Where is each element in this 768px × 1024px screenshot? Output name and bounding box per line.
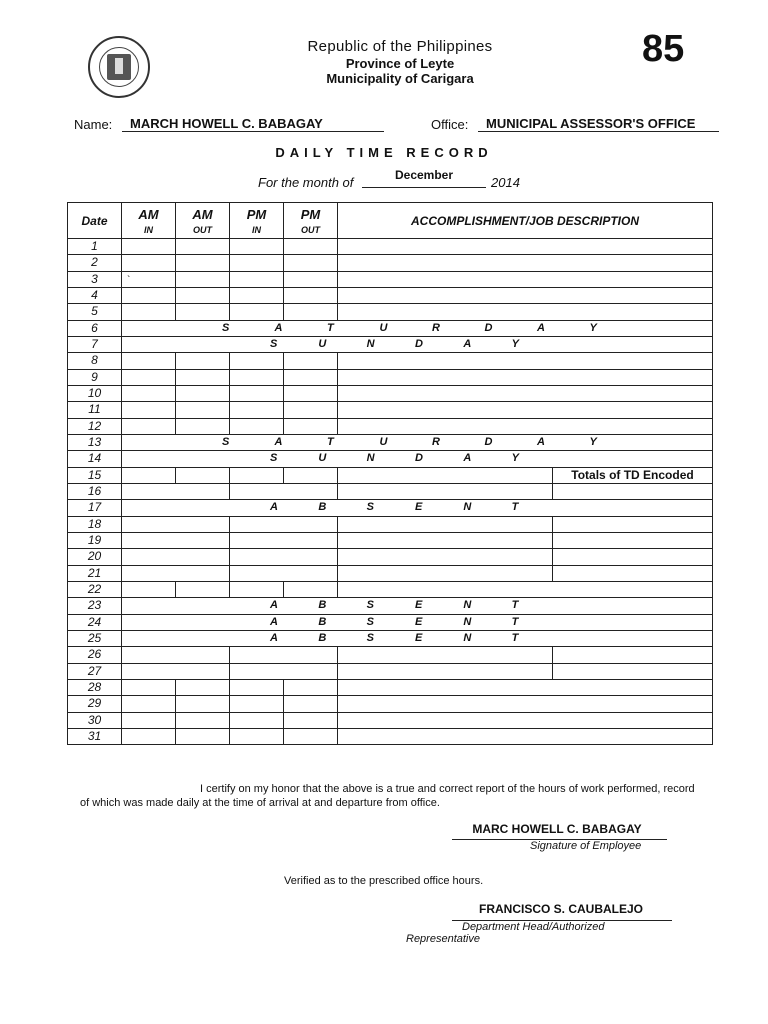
day-mark-letter: S (270, 338, 278, 351)
totals-cell (553, 532, 713, 548)
day-mark-letter: S (366, 632, 374, 645)
day-mark-letter: S (366, 501, 374, 514)
accomplishment-cell (338, 516, 553, 532)
row-date: 9 (68, 369, 122, 385)
pm-cell (230, 532, 338, 548)
employee-signature-caption: Signature of Employee (530, 840, 642, 852)
day-mark-letter: A (274, 321, 283, 334)
pm-cell (230, 663, 338, 679)
day-mark-letter: B (318, 501, 327, 514)
row-date: 19 (68, 532, 122, 548)
time-cell (230, 255, 284, 271)
am-cell (122, 483, 230, 499)
time-cell (122, 467, 176, 483)
table-row (68, 353, 713, 369)
table-row (68, 696, 713, 712)
row-date: 30 (68, 712, 122, 728)
time-cell (230, 239, 284, 255)
time-cell (176, 467, 230, 483)
totals-cell (553, 647, 713, 663)
pm-cell (230, 483, 338, 499)
time-cell (230, 679, 284, 695)
table-row (68, 271, 713, 287)
time-cell (122, 581, 176, 597)
table-row (68, 532, 713, 548)
table-row (68, 418, 713, 434)
period-month: December (394, 168, 454, 182)
absent-mark (122, 630, 713, 646)
table-row (68, 630, 713, 646)
day-mark-letter: U (379, 321, 388, 334)
day-mark-letter: A (537, 321, 545, 334)
time-cell (122, 255, 176, 271)
table-row (68, 304, 713, 320)
table-row (68, 500, 713, 516)
table-row (68, 663, 713, 679)
header-accomplishment: ACCOMPLISHMENT/JOB DESCRIPTION (338, 203, 713, 239)
header-date: Date (68, 203, 122, 239)
row-date: 20 (68, 549, 122, 565)
time-cell (176, 353, 230, 369)
day-mark-letter: S (366, 599, 374, 612)
day-mark-letter: A (537, 436, 545, 449)
day-mark-letter: T (511, 599, 519, 612)
day-mark-letter: R (432, 321, 440, 334)
header-pm-out: PM OUT (284, 203, 338, 239)
accomplishment-cell (338, 712, 713, 728)
day-mark-letter: T (327, 321, 334, 334)
time-cell (122, 369, 176, 385)
day-mark-letter: A (270, 599, 278, 612)
time-cell (284, 728, 338, 744)
row-date: 23 (68, 598, 122, 614)
day-mark-letter: D (484, 436, 493, 449)
day-mark-letter: T (327, 436, 334, 449)
header-republic: Republic of the Philippines (307, 38, 493, 55)
accomplishment-cell (338, 679, 713, 695)
day-mark-letter: N (463, 615, 472, 628)
row-date: 15 (68, 467, 122, 483)
am-cell (122, 663, 230, 679)
row-date: 25 (68, 630, 122, 646)
row-date: 24 (68, 614, 122, 630)
day-mark-letter: D (415, 452, 423, 465)
saturday-mark (122, 434, 713, 450)
tick-mark: ` (127, 275, 131, 287)
row-date: 3 (68, 271, 122, 287)
time-cell (284, 402, 338, 418)
accomplishment-cell (338, 483, 553, 499)
verified-text: Verified as to the prescribed office hours. (284, 875, 484, 887)
table-row (68, 239, 713, 255)
accomplishment-cell (338, 255, 713, 271)
table-row (68, 385, 713, 401)
time-cell (284, 369, 338, 385)
month-underline (362, 187, 486, 188)
am-cell (122, 549, 230, 565)
row-date: 21 (68, 565, 122, 581)
accomplishment-cell (338, 467, 553, 483)
time-cell (122, 712, 176, 728)
table-row (68, 549, 713, 565)
totals-cell (553, 663, 713, 679)
table-row (68, 679, 713, 695)
totals-cell (553, 565, 713, 581)
am-cell (122, 565, 230, 581)
time-cell (230, 696, 284, 712)
period-year: 2014 (491, 175, 520, 190)
time-cell (284, 385, 338, 401)
time-cell (284, 304, 338, 320)
table-row (68, 255, 713, 271)
time-cell (122, 271, 176, 287)
table-row (68, 320, 713, 336)
time-cell (176, 696, 230, 712)
head-signature-name: FRANCISCO S. CAUBALEJO (478, 902, 643, 916)
time-cell (230, 353, 284, 369)
day-mark-letter: A (270, 501, 278, 514)
day-mark-letter: A (274, 436, 283, 449)
time-cell (176, 402, 230, 418)
table-row (68, 598, 713, 614)
table-row (68, 287, 713, 303)
time-cell (284, 467, 338, 483)
row-date: 27 (68, 663, 122, 679)
time-cell (284, 581, 338, 597)
accomplishment-cell (338, 728, 713, 744)
table-row (68, 483, 713, 499)
header-municipality: Municipality of Carigara (326, 71, 474, 86)
row-date: 18 (68, 516, 122, 532)
time-cell (122, 287, 176, 303)
day-mark-letter: R (432, 436, 440, 449)
absent-mark (122, 500, 713, 516)
sunday-mark (122, 336, 713, 352)
row-date: 16 (68, 483, 122, 499)
table-row (68, 402, 713, 418)
day-mark-letter: S (222, 436, 230, 449)
time-cell (122, 679, 176, 695)
row-date: 10 (68, 385, 122, 401)
time-cell (122, 239, 176, 255)
day-mark-letter: A (463, 338, 472, 351)
time-cell (230, 418, 284, 434)
form-number: 85 (642, 28, 685, 70)
day-mark-letter: Y (511, 452, 519, 465)
accomplishment-cell (338, 369, 713, 385)
day-mark-letter: Y (511, 338, 519, 351)
day-mark-letter: U (379, 436, 388, 449)
row-date: 2 (68, 255, 122, 271)
time-cell (230, 385, 284, 401)
accomplishment-cell (338, 353, 713, 369)
time-cell (230, 712, 284, 728)
time-cell (176, 712, 230, 728)
day-mark-letter: E (415, 599, 423, 612)
office-label: Office: (431, 117, 469, 132)
row-date: 31 (68, 728, 122, 744)
day-mark-letter: B (318, 632, 327, 645)
row-date: 28 (68, 679, 122, 695)
day-mark-letter: E (415, 632, 423, 645)
day-mark-letter: A (270, 632, 278, 645)
pm-cell (230, 565, 338, 581)
header-am-in: AM IN (122, 203, 176, 239)
pm-cell (230, 647, 338, 663)
time-cell (230, 402, 284, 418)
certification-text: I certify on my honor that the above is a true and correct report of the hours of work performed, record of which was made daily at the time of arrival at and departure from office. (80, 783, 695, 809)
row-date: 7 (68, 336, 122, 352)
head-signature-caption-2: Representative (406, 933, 480, 945)
table-row (68, 467, 713, 483)
row-date: 22 (68, 581, 122, 597)
accomplishment-cell (338, 565, 553, 581)
day-mark-letter: T (511, 615, 519, 628)
row-date: 8 (68, 353, 122, 369)
employee-signature-name: MARC HOWELL C. BABAGAY (472, 822, 642, 836)
pm-cell (230, 516, 338, 532)
accomplishment-cell (338, 385, 713, 401)
header-am-out: AM OUT (176, 203, 230, 239)
time-cell (176, 271, 230, 287)
row-date: 4 (68, 287, 122, 303)
day-mark-letter: S (270, 452, 278, 465)
time-cell (176, 581, 230, 597)
day-mark-letter: E (415, 615, 423, 628)
day-mark-letter: N (463, 632, 472, 645)
time-cell (176, 255, 230, 271)
day-mark-letter: B (318, 615, 327, 628)
table-row (68, 516, 713, 532)
am-cell (122, 516, 230, 532)
period-label: For the month of (258, 175, 354, 190)
day-mark-letter: D (484, 321, 493, 334)
row-date: 26 (68, 647, 122, 663)
row-date: 12 (68, 418, 122, 434)
table-row (68, 434, 713, 450)
day-mark-letter: N (366, 338, 375, 351)
time-cell (284, 353, 338, 369)
time-cell (122, 385, 176, 401)
table-row (68, 647, 713, 663)
absent-mark (122, 614, 713, 630)
employee-name: MARCH HOWELL C. BABAGAY (122, 116, 384, 132)
accomplishment-cell (338, 549, 553, 565)
table-row (68, 614, 713, 630)
accomplishment-cell (338, 402, 713, 418)
accomplishment-cell (338, 696, 713, 712)
time-cell (122, 402, 176, 418)
table-row (68, 581, 713, 597)
time-cell (284, 255, 338, 271)
header-province: Province of Leyte (345, 56, 455, 71)
totals-cell (553, 516, 713, 532)
time-cell (176, 728, 230, 744)
table-header-row (68, 203, 713, 239)
time-cell (230, 287, 284, 303)
time-cell (230, 304, 284, 320)
absent-mark (122, 598, 713, 614)
day-mark-letter: T (511, 632, 519, 645)
time-cell (230, 369, 284, 385)
table-row (68, 565, 713, 581)
accomplishment-cell (338, 271, 713, 287)
row-date: 17 (68, 500, 122, 516)
am-cell (122, 532, 230, 548)
accomplishment-cell (338, 418, 713, 434)
employee-office: MUNICIPAL ASSESSOR'S OFFICE (478, 116, 719, 132)
day-mark-letter: S (222, 321, 230, 334)
day-mark-letter: A (270, 615, 278, 628)
accomplishment-cell (338, 532, 553, 548)
time-cell (230, 467, 284, 483)
time-cell (176, 418, 230, 434)
day-mark-letter: S (366, 615, 374, 628)
time-cell (230, 728, 284, 744)
time-cell (176, 287, 230, 303)
accomplishment-cell (338, 239, 713, 255)
time-cell (284, 696, 338, 712)
day-mark-letter: Y (589, 321, 597, 334)
row-date: 14 (68, 451, 122, 467)
time-cell (230, 271, 284, 287)
day-mark-letter: A (463, 452, 472, 465)
time-cell (284, 418, 338, 434)
am-cell (122, 647, 230, 663)
time-cell (284, 271, 338, 287)
day-mark-letter: N (366, 452, 375, 465)
table-row (68, 369, 713, 385)
totals-cell (553, 483, 713, 499)
row-date: 6 (68, 320, 122, 336)
row-date: 29 (68, 696, 122, 712)
head-signature-caption-1: Department Head/Authorized (462, 921, 605, 933)
pm-cell (230, 549, 338, 565)
table-row (68, 451, 713, 467)
time-cell (284, 679, 338, 695)
day-mark-letter: N (463, 599, 472, 612)
time-cell (176, 385, 230, 401)
day-mark-letter: B (318, 599, 327, 612)
accomplishment-cell (338, 647, 553, 663)
row-date: 11 (68, 402, 122, 418)
accomplishment-cell (338, 663, 553, 679)
day-mark-letter: U (318, 452, 327, 465)
accomplishment-cell (338, 581, 713, 597)
day-mark-letter: Y (589, 436, 597, 449)
day-mark-letter: E (415, 501, 423, 514)
day-mark-letter: N (463, 501, 472, 514)
time-cell (284, 239, 338, 255)
table-row (68, 728, 713, 744)
time-cell (284, 287, 338, 303)
time-cell (176, 679, 230, 695)
totals-label: Totals of TD Encoded (553, 467, 713, 483)
time-cell (284, 712, 338, 728)
accomplishment-cell (338, 287, 713, 303)
sunday-mark (122, 451, 713, 467)
row-date: 13 (68, 434, 122, 450)
form-title: DAILY TIME RECORD (275, 145, 493, 160)
table-row (68, 712, 713, 728)
time-cell (176, 304, 230, 320)
totals-cell (553, 549, 713, 565)
time-cell (230, 581, 284, 597)
time-cell (176, 369, 230, 385)
header-pm-in: PM IN (230, 203, 284, 239)
day-mark-letter: U (318, 338, 327, 351)
name-label: Name: (74, 117, 113, 132)
row-date: 1 (68, 239, 122, 255)
time-cell (122, 304, 176, 320)
saturday-mark (122, 320, 713, 336)
day-mark-letter: T (511, 501, 519, 514)
time-cell (122, 418, 176, 434)
time-cell (122, 696, 176, 712)
table-row (68, 336, 713, 352)
time-cell (122, 353, 176, 369)
time-cell (176, 239, 230, 255)
time-record-table (67, 202, 713, 745)
time-cell (122, 728, 176, 744)
accomplishment-cell (338, 304, 713, 320)
row-date: 5 (68, 304, 122, 320)
day-mark-letter: D (415, 338, 423, 351)
